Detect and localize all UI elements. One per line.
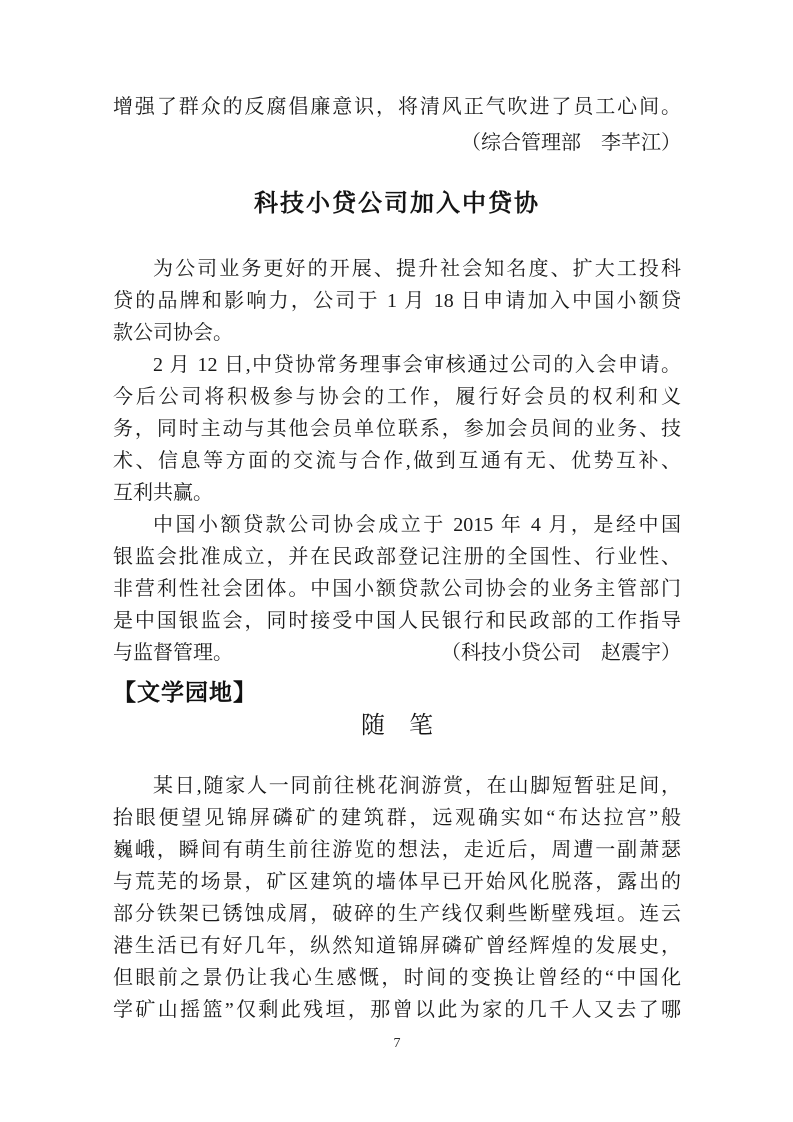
paragraph-line: 港生活已有好几年，纵然知道锦屏磷矿曾经辉煌的发展史，	[113, 935, 681, 957]
paragraph-line: 今后公司将积极参与协会的工作，履行好会员的权利和义	[113, 386, 681, 408]
paragraph-line: 款公司协会。	[113, 322, 233, 344]
essay-title: 随 笔	[361, 712, 433, 739]
paragraph	[113, 253, 681, 349]
continued-paragraph-line: 增强了群众的反腐倡廉意识，将清风正气吹进了员工心间。	[113, 96, 681, 118]
paragraph-line-end: 与监督管理。	[113, 642, 233, 664]
paragraph-last-line	[113, 637, 681, 669]
section-label: 【文学园地】	[113, 680, 257, 705]
paragraph-line: 互利共赢。	[113, 482, 213, 504]
paragraph-line: 银监会批准成立，并在民政部登记注册的全国性、行业性、	[113, 546, 681, 568]
paragraph-line: 与荒芜的场景，矿区建筑的墙体早已开始风化脱落，露出的	[113, 871, 681, 893]
paragraph-line: 2 月 12 日,中贷协常务理事会审核通过公司的入会申请。	[153, 354, 681, 376]
paragraph-line: 抬眼便望见锦屏磷矿的建筑群，远观确实如“布达拉宫”般	[113, 807, 681, 829]
paragraph-line: 是中国银监会，同时接受中国人民银行和民政部的工作指导	[113, 610, 681, 632]
page-content	[113, 0, 681, 1054]
paragraph-line: 非营利性社会团体。中国小额贷款公司协会的业务主管部门	[113, 578, 681, 600]
author-byline: （综合管理部 李芊江）	[461, 132, 681, 154]
paragraph-line: 术、信息等方面的交流与合作,做到互通有无、优势互补、	[113, 450, 681, 472]
paragraph-line: 为公司业务更好的开展、提升社会知名度、扩大工投科	[153, 258, 681, 280]
essay-paragraph	[113, 770, 681, 1026]
paragraph-line: 贷的品牌和影响力，公司于 1 月 18 日申请加入中国小额贷	[113, 290, 681, 312]
paragraph-line: 某日,随家人一同前往桃花涧游赏，在山脚短暂驻足间，	[153, 775, 681, 797]
paragraph-line: 务，同时主动与其他会员单位联系，参加会员间的业务、技	[113, 418, 681, 440]
paragraph-line: 但眼前之景仍让我心生感慨，时间的变换让曾经的“中国化	[113, 967, 681, 989]
paragraph	[113, 509, 681, 669]
paragraph-line: 部分铁架已锈蚀成屑，破碎的生产线仅剩些断壁残垣。连云	[113, 903, 681, 925]
page-number: 7	[393, 1036, 401, 1051]
paragraph-line: 学矿山摇篮”仅剩此残垣，那曾以此为家的几千人又去了哪	[113, 999, 681, 1021]
paragraph-line: 巍峨，瞬间有萌生前往游览的想法，走近后，周遭一副萧瑟	[113, 839, 681, 861]
paragraph-line: 中国小额贷款公司协会成立于 2015 年 4 月，是经中国	[153, 514, 681, 536]
author-byline: （科技小贷公司 赵震宇）	[441, 642, 681, 664]
paragraph	[113, 349, 681, 509]
article-title: 科技小贷公司加入中贷协	[254, 190, 540, 217]
